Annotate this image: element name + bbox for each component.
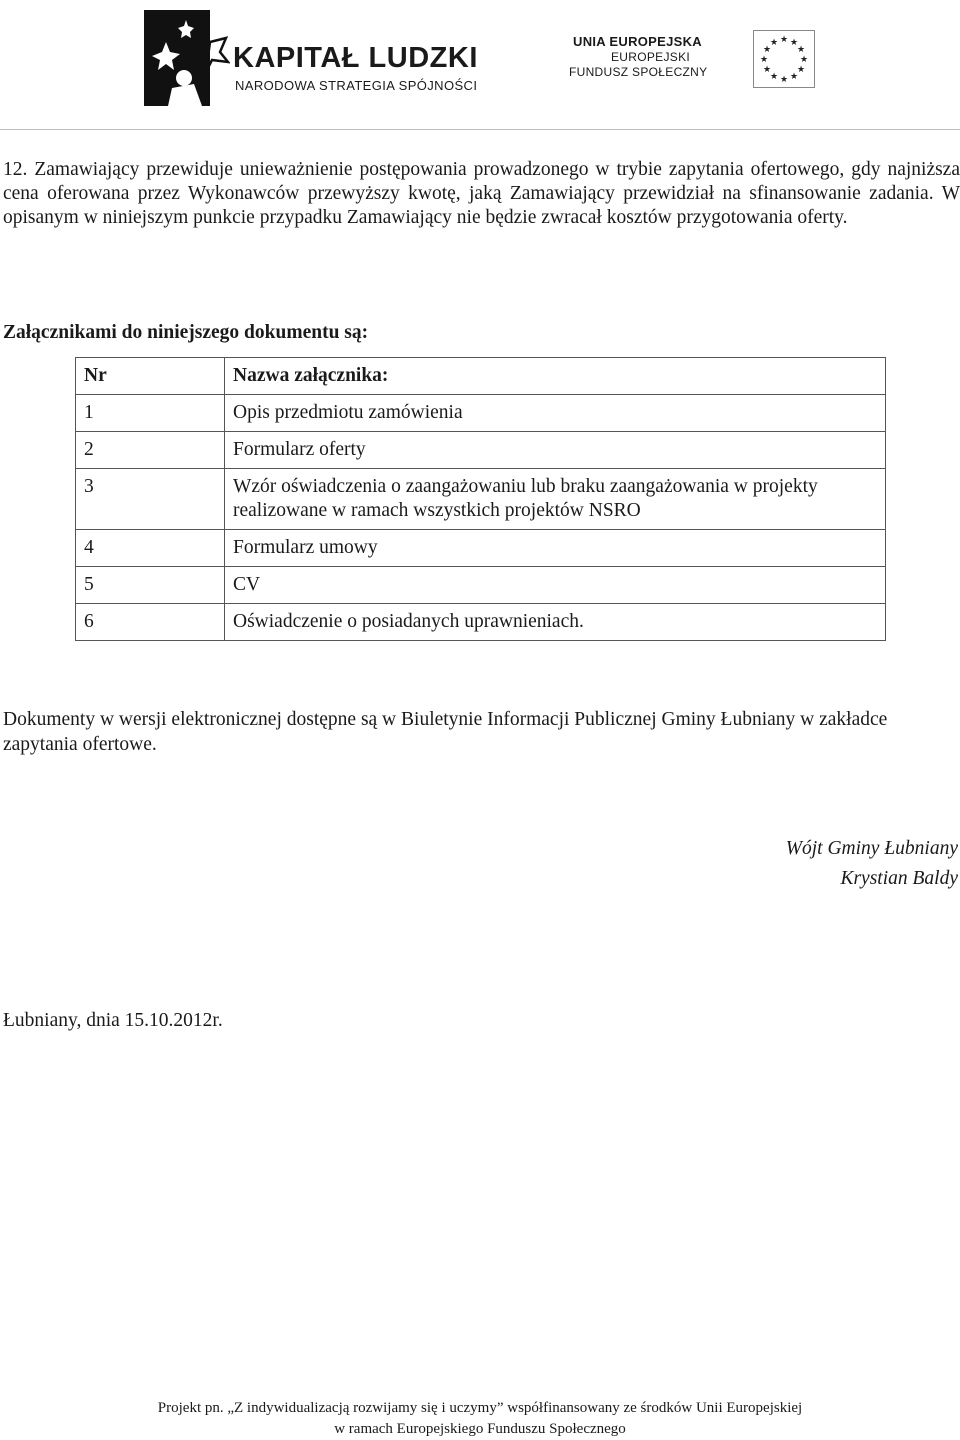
- svg-text:★: ★: [779, 35, 789, 45]
- paragraph-12: 12. Zamawiający przewiduje unieważnienie postępowania prowadzonego w trybie zapytania ofertowego, gdy najniższa cena oferowana przez Wykonawców przewyższy kwotę, jaką Zamawiający przewidział na sfinansowanie zadania. W opisanym w niniejszym punkcie przypadku Zamawiający nie będzie zwracał kosztów przygotowania oferty.: [3, 159, 960, 228]
- row-name: CV: [225, 567, 886, 604]
- eu-stars-icon: [753, 30, 815, 88]
- attachments-title: Załącznikami do niniejszego dokumentu są:: [3, 322, 369, 343]
- table-row: [76, 530, 886, 567]
- row-name: Oświadczenie o posiadanych uprawnieniach.: [225, 604, 886, 641]
- page-footer: [0, 1398, 960, 1440]
- row-nr: 5: [76, 567, 225, 604]
- svg-text:★: ★: [762, 45, 772, 55]
- svg-text:★: ★: [789, 72, 799, 82]
- svg-text:★: ★: [779, 75, 789, 85]
- svg-text:★: ★: [769, 38, 779, 48]
- svg-text:★: ★: [789, 38, 799, 48]
- eu-logo-line1: UNIA EUROPEJSKA: [573, 34, 702, 49]
- svg-text:★: ★: [759, 55, 769, 65]
- row-nr: 3: [76, 469, 225, 530]
- row-nr: 1: [76, 395, 225, 432]
- header-name: Nazwa załącznika:: [225, 358, 886, 395]
- row-nr: 6: [76, 604, 225, 641]
- row-nr: 4: [76, 530, 225, 567]
- eu-logo: [565, 30, 825, 90]
- row-name: Formularz umowy: [225, 530, 886, 567]
- kapital-ludzki-logo: [138, 8, 498, 113]
- table-row: [76, 395, 886, 432]
- svg-text:★: ★: [796, 65, 806, 75]
- eu-logo-line3: FUNDUSZ SPOŁECZNY: [569, 65, 708, 79]
- page-header: [0, 0, 960, 125]
- header-nr: Nr: [76, 358, 225, 395]
- documents-note: Dokumenty w wersji elektronicznej dostępne są w Biuletynie Informacji Publicznej Gminy Łubniany w zakładce zapytania ofertowe.: [3, 709, 888, 755]
- row-name: Opis przedmiotu zamówienia: [225, 395, 886, 432]
- kapital-ludzki-subtitle: NARODOWA STRATEGIA SPÓJNOŚCI: [235, 78, 478, 93]
- svg-text:★: ★: [799, 55, 809, 65]
- table-row: [76, 469, 886, 530]
- footer-line1: Projekt pn. „Z indywidualizacją rozwijamy się i uczymy” współfinansowany ze środków Unii Europejskiej: [157, 1400, 803, 1416]
- table-row: [76, 432, 886, 469]
- eu-logo-line2: EUROPEJSKI: [611, 50, 691, 64]
- header-divider: [0, 129, 960, 130]
- attachments-table: [75, 357, 886, 641]
- footer-line2: w ramach Europejskiego Funduszu Społecznego: [334, 1421, 626, 1437]
- table-header-row: [76, 358, 886, 395]
- table-row: [76, 604, 886, 641]
- svg-text:★: ★: [762, 65, 772, 75]
- row-nr: 2: [76, 432, 225, 469]
- row-name: Formularz oferty: [225, 432, 886, 469]
- signature-role: Wójt Gminy Łubniany: [785, 838, 958, 859]
- signature-name: Krystian Baldy: [840, 868, 958, 889]
- place-date: Łubniany, dnia 15.10.2012r.: [3, 1010, 223, 1031]
- table-row: [76, 567, 886, 604]
- kapital-ludzki-title: KAPITAŁ LUDZKI: [233, 42, 478, 74]
- svg-text:★: ★: [769, 72, 779, 82]
- signature-block: [786, 834, 958, 894]
- row-name: Wzór oświadczenia o zaangażowaniu lub braku zaangażowania w projekty realizowane w ramach wszystkich projektów NSRO: [225, 469, 886, 530]
- svg-text:★: ★: [796, 45, 806, 55]
- kapital-ludzki-emblem-icon: [138, 8, 230, 113]
